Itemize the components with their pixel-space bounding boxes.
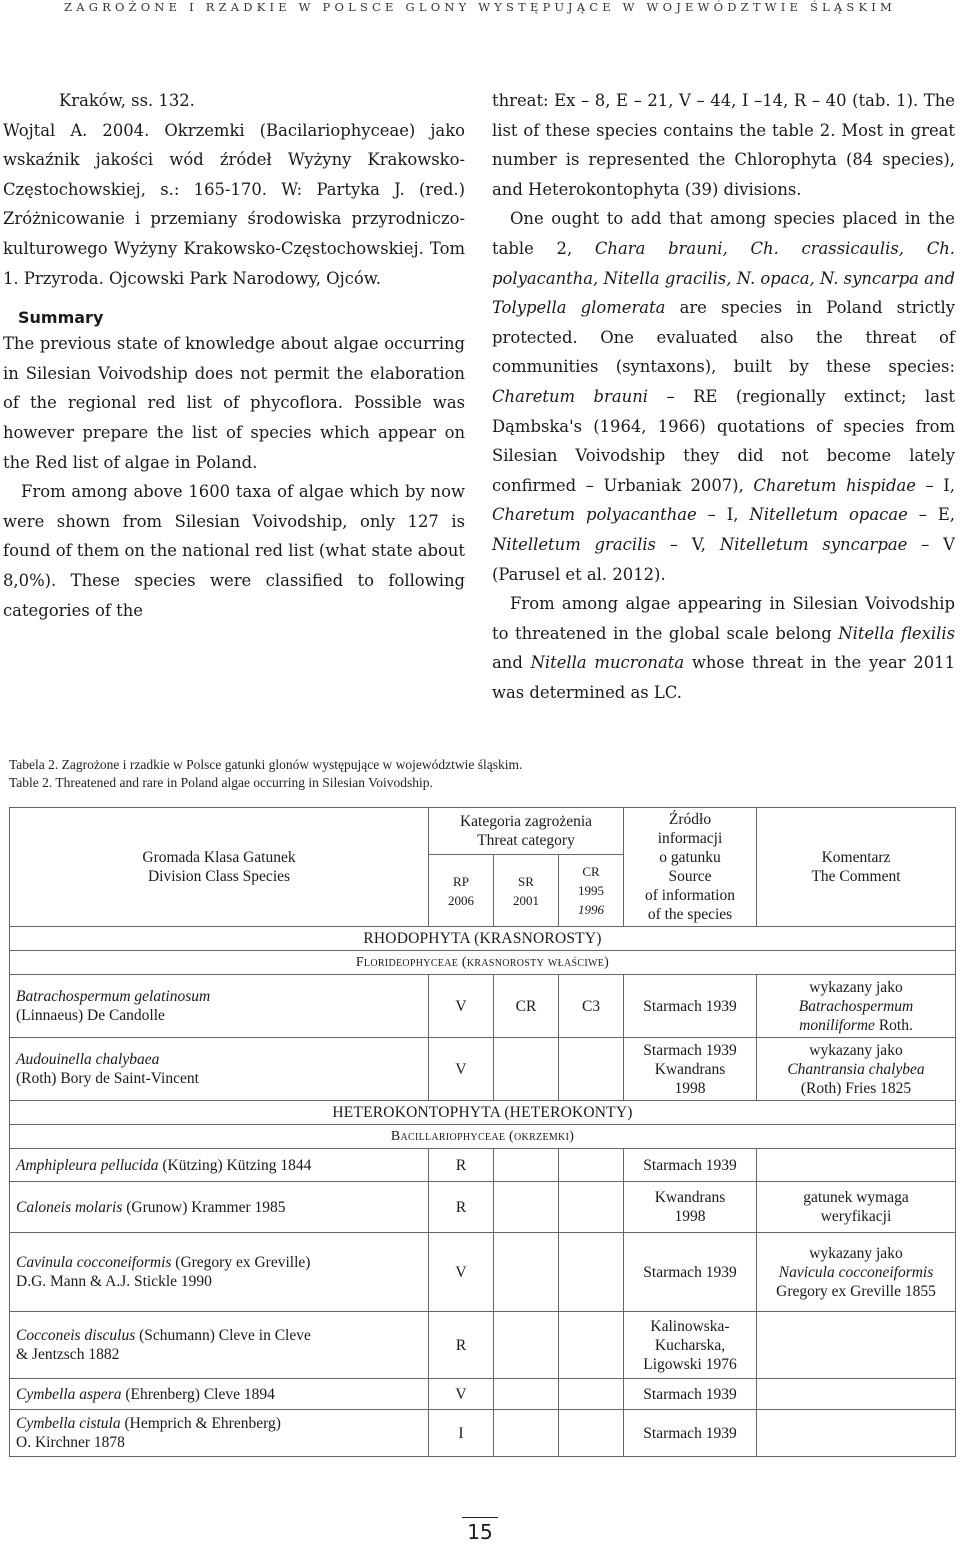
table-row	[10, 1233, 956, 1312]
species-name: Batrachospermum gelatinosum	[16, 988, 211, 1005]
species-authority: (Ehrenberg) Cleve 1894	[121, 1385, 275, 1403]
page-number: 15	[462, 1517, 498, 1544]
caption-polish: Tabela 2. Zagrożone i rzadkie w Polsce gatunki glonów występujące w województwie śląskim.	[9, 757, 523, 772]
comment-text: gatunek wymaga	[803, 1189, 909, 1206]
header-text: Kategoria zagrożenia	[459, 813, 593, 830]
summary-paragraph-1: The previous state of knowledge about algae occurring in Silesian Voivodship does not permit the elaboration of the regional red list of phycoflora. Possible was however prepare the list of species which appear on the Red list of algae in Poland.	[3, 334, 465, 472]
comment-species: Batrachospermum moniliforme	[798, 997, 914, 1034]
text-run: and	[492, 653, 531, 673]
sr-value	[494, 1149, 559, 1182]
sr-value	[494, 1379, 559, 1410]
species-authority: (Grunow) Krammer 1985	[122, 1198, 286, 1216]
sr-value	[494, 1410, 559, 1457]
comment-text: weryfikacji	[820, 1208, 892, 1225]
comment-text: wykazany jako	[809, 978, 903, 996]
source-text: Kucharska,	[654, 1336, 726, 1354]
source-value: Starmach 1939	[624, 975, 757, 1038]
comment-cell	[757, 1182, 956, 1233]
header-comment	[757, 808, 956, 927]
species-authority: (Schumann) Cleve in Cleve	[135, 1327, 311, 1344]
cr-value	[559, 1312, 624, 1379]
source-value: Starmach 1939	[624, 1149, 757, 1182]
header-text: informacji	[657, 830, 723, 847]
header-text: 2001	[513, 892, 539, 908]
cr-value	[559, 1038, 624, 1101]
syntaxon: Nitelletum syncarpae	[719, 534, 908, 554]
syntaxon: Nitelletum gracilis	[492, 534, 656, 554]
header-source	[624, 808, 757, 927]
species-cell	[10, 1379, 429, 1410]
header-text: CR	[582, 864, 600, 879]
class-row	[10, 951, 956, 975]
cr-value	[559, 1233, 624, 1312]
header-species	[10, 808, 429, 927]
running-header: ZAGROŻONE I RZADKIE W POLSCE GLONY WYSTĘPUJĄCE W WOJEWÓDZTWIE ŚLĄSKIM	[64, 0, 896, 14]
text-run: – V,	[655, 534, 720, 554]
text-run: are species in Poland strictly protected. One evaluated also the threat of communities (syntaxons), built by these species:	[492, 298, 956, 377]
cr-value	[559, 1149, 624, 1182]
division-heterokontophyta: HETEROKONTOPHYTA (HETEROKONTY)	[10, 1101, 956, 1125]
table-row	[10, 1182, 956, 1233]
text-run: – RE (regionally extinct; last Dąmbska's (1964, 1966) quotations of species from Silesian Voivodship they did not become lately confirmed – Urbaniak 2007),	[492, 386, 955, 495]
header-text: Division Class Species	[147, 868, 291, 885]
comment-cell	[757, 1410, 956, 1457]
source-text: Ligowski 1976	[643, 1355, 737, 1373]
species-cell	[10, 1312, 429, 1379]
reference-author: Wojtal A. 2004.	[3, 120, 150, 140]
species-authority: D.G. Mann & A.J. Stickle 1990	[16, 1273, 212, 1290]
species-authority: O. Kirchner 1878	[16, 1434, 125, 1451]
comment-cell	[757, 1233, 956, 1312]
species-cell	[10, 1410, 429, 1457]
species-name: Nitella mucronata	[530, 653, 685, 673]
comment-text: wykazany jako	[809, 1244, 903, 1262]
sr-value: CR	[494, 975, 559, 1038]
text-run: – I,	[696, 505, 750, 525]
species-cell	[10, 1233, 429, 1312]
comment-cell	[757, 1038, 956, 1101]
source-cell	[624, 1312, 757, 1379]
left-column	[3, 86, 465, 625]
syntaxon: Charetum polyacanthae	[492, 505, 697, 525]
source-text: Kalinowska-	[650, 1317, 730, 1335]
header-text: RP	[453, 873, 469, 889]
species-authority: (Hemprich & Ehrenberg)	[120, 1415, 281, 1432]
sr-value	[494, 1312, 559, 1379]
source-text: Kwandrans	[654, 1060, 726, 1078]
comment-cell	[757, 975, 956, 1038]
header-text: Source	[668, 868, 712, 885]
species-authority: (Gregory ex Greville)	[171, 1254, 311, 1271]
header-text: 1996	[578, 902, 604, 917]
species-authority: (Kützing) Kützing 1844	[158, 1156, 312, 1174]
division-rhodophyta: RHODOPHYTA (KRASNOROSTY)	[10, 927, 956, 951]
syntaxon: Charetum hispidae	[753, 475, 916, 495]
cr-value: C3	[559, 975, 624, 1038]
header-text: 2006	[448, 892, 474, 908]
source-text: 1998	[674, 1208, 706, 1225]
header-text: SR	[518, 873, 534, 889]
sr-value	[494, 1233, 559, 1312]
text-run: – E,	[907, 505, 956, 525]
species-authority: (Roth) Bory de Saint-Vincent	[16, 1070, 199, 1087]
header-threat-category	[429, 808, 624, 855]
header-text: Gromada Klasa Gatunek	[142, 849, 296, 866]
source-text: Kwandrans	[654, 1189, 726, 1206]
table-row	[10, 1410, 956, 1457]
species-cell	[10, 1182, 429, 1233]
division-row	[10, 1101, 956, 1125]
source-text: 1998	[674, 1079, 706, 1097]
reference-text: Okrzemki (Bacilariophyceae) jako wskaźnik jakości wód źródeł Wyżyny Krakowsko-Częstochowskiej, s.: 165-170. W: Partyka J. (red.) Zróżnicowanie i przemiany środowiska przyrodniczo-kulturowego Wyżyny Krakowsko-Częstochowskiej. Tom 1. Przyroda. Ojcowski Park Narodowy, Ojców.	[3, 120, 465, 288]
rp-value: I	[429, 1410, 494, 1457]
cr-value	[559, 1410, 624, 1457]
species-name: Audouinella chalybaea	[16, 1051, 160, 1068]
syntaxon: Nitelletum opacae	[749, 505, 908, 525]
summary-paragraph-5	[492, 589, 955, 707]
species-name: Cocconeis disculus	[16, 1327, 136, 1344]
header-text: Źródło	[668, 811, 712, 828]
source-cell	[624, 1038, 757, 1101]
species-cell	[10, 1038, 429, 1101]
source-value: Starmach 1939	[624, 1233, 757, 1312]
text-run: – I,	[915, 475, 955, 495]
comment-cell	[757, 1379, 956, 1410]
header-text: Threat category	[477, 832, 575, 849]
species-cell	[10, 1149, 429, 1182]
summary-paragraph-2: From among above 1600 taxa of algae which by now were shown from Silesian Voivodship, only 127 is found of them on the national red list (what state about 8,0%). These species were classified to following categories of the	[3, 482, 466, 620]
rp-value: V	[429, 975, 494, 1038]
class-bacillariophyceae: Bacillariophyceae (okrzemki)	[10, 1125, 956, 1149]
text-run: whose threat in the year 2011 was determined as LC.	[492, 653, 955, 702]
comment-text: (Roth) Fries 1825	[800, 1079, 912, 1097]
species-table	[9, 807, 956, 1457]
species-cell	[10, 975, 429, 1038]
source-value: Starmach 1939	[624, 1410, 757, 1457]
species-name: Caloneis molaris	[16, 1198, 123, 1216]
source-value: Starmach 1939	[624, 1379, 757, 1410]
rp-value: V	[429, 1038, 494, 1101]
reference-wojtal	[3, 116, 465, 294]
source-cell	[624, 1182, 757, 1233]
species-name: Cymbella aspera	[16, 1385, 122, 1403]
sr-value	[494, 1182, 559, 1233]
summary-paragraph-4	[492, 204, 955, 589]
class-florideophyceae: Florideophyceae (krasnorosty właściwe)	[10, 951, 956, 975]
comment-text: wykazany jako	[809, 1041, 903, 1059]
reference-continuation: Kraków, ss. 132.	[59, 91, 195, 110]
rp-value: R	[429, 1149, 494, 1182]
rp-value: V	[429, 1379, 494, 1410]
table-row	[10, 1312, 956, 1379]
comment-cell	[757, 1149, 956, 1182]
table-caption	[9, 756, 522, 792]
cr-value	[559, 1379, 624, 1410]
species-name: Nitella flexilis	[838, 623, 955, 643]
header-rp	[429, 855, 494, 927]
comment-cell	[757, 1312, 956, 1379]
header-text: o gatunku	[659, 849, 721, 866]
rp-value: V	[429, 1233, 494, 1312]
species-authority: (Linnaeus) De Candolle	[16, 1007, 165, 1024]
syntaxon: Charetum brauni	[492, 386, 648, 406]
species-name: Cavinula cocconeiformis	[16, 1254, 172, 1271]
table-row	[10, 1379, 956, 1410]
rp-value: R	[429, 1182, 494, 1233]
table-header-row	[10, 808, 956, 855]
summary-paragraph-3: threat: Ex – 8, E – 21, V – 44, I –14, R – 40 (tab. 1). The list of these species contains the table 2. Most in great number is represented the Chlorophyta (84 species), and Heterokontophyta (39) divisions.	[492, 91, 955, 199]
text-run: One ought to add that among species placed in the table 2,	[492, 209, 955, 258]
text-run: – V (Parusel et al. 2012).	[492, 534, 956, 584]
species-name: Amphipleura pellucida	[16, 1156, 159, 1174]
text-run: From among algae appearing in Silesian Voivodship to threatened in the global scale belong	[492, 594, 955, 643]
species-name: Cymbella cistula	[16, 1415, 121, 1432]
protected-species: Chara brauni, Ch. crassicaulis, Ch. polyacantha, Nitella gracilis, N. opaca, N. syncarpa and Tolypella glomerata	[492, 238, 956, 318]
division-row	[10, 927, 956, 951]
caption-english: Table 2. Threatened and rare in Poland algae occurring in Silesian Voivodship.	[9, 775, 433, 790]
species-authority: & Jentzsch 1882	[16, 1346, 120, 1363]
header-text: 1995	[578, 883, 604, 898]
right-column	[492, 86, 955, 707]
header-cr	[559, 855, 624, 927]
header-sr	[494, 855, 559, 927]
header-text: Komentarz	[821, 849, 891, 866]
rp-value: R	[429, 1312, 494, 1379]
summary-heading: Summary	[18, 308, 104, 328]
class-row	[10, 1125, 956, 1149]
table-row	[10, 1038, 956, 1101]
cr-value	[559, 1182, 624, 1233]
header-text: of the species	[647, 906, 733, 923]
header-text: The Comment	[811, 868, 901, 885]
source-text: Starmach 1939	[643, 1041, 737, 1059]
header-text: of information	[645, 887, 735, 904]
table-row	[10, 975, 956, 1038]
comment-text: Gregory ex Greville 1855	[776, 1282, 936, 1300]
comment-text: Roth.	[874, 1016, 913, 1034]
table-row	[10, 1149, 956, 1182]
comment-species: Navicula cocconeiformis	[778, 1263, 934, 1281]
sr-value	[494, 1038, 559, 1101]
comment-species: Chantransia chalybea	[787, 1060, 925, 1078]
